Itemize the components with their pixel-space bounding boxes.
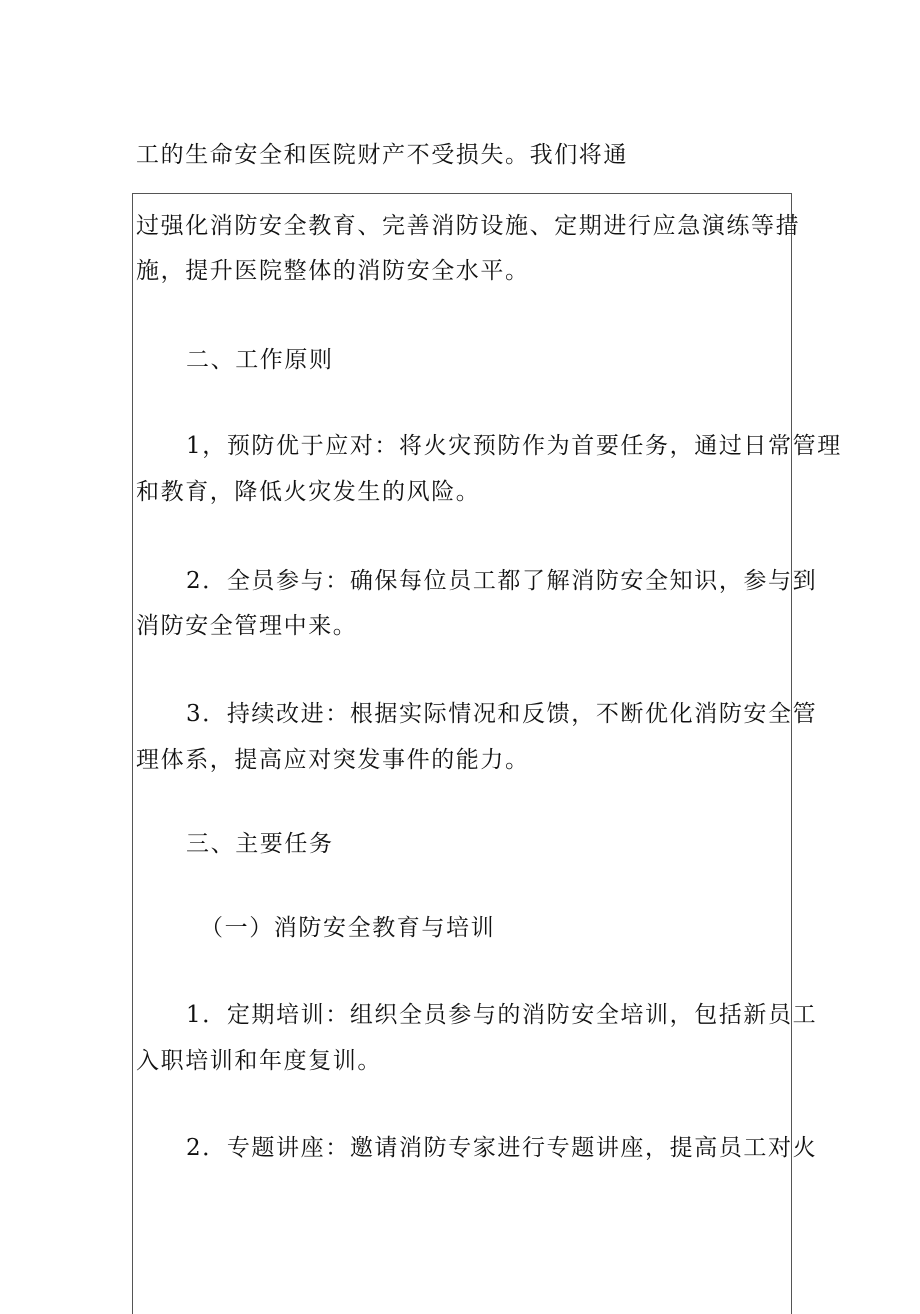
- principle-1-line-1: 1，预防优于应对：将火灾预防作为首要任务，通过日常管理: [186, 433, 842, 459]
- subsection-heading-education: （一）消防安全教育与培训: [200, 915, 496, 941]
- paragraph-1-line-2: 施，提升医院整体的消防安全水平。: [136, 258, 530, 284]
- task-1-line-1: 1．定期培训：组织全员参与的消防安全培训，包括新员工: [186, 1002, 818, 1028]
- section-heading-tasks: 三、主要任务: [186, 831, 334, 857]
- paragraph-1-line-1: 过强化消防安全教育、完善消防设施、定期进行应急演练等措: [136, 213, 801, 239]
- principle-3-line-2: 理体系，提高应对突发事件的能力。: [136, 747, 530, 773]
- principle-3-line-1: 3．持续改进：根据实际情况和反馈，不断优化消防安全管: [186, 701, 818, 727]
- task-1-line-2: 入职培训和年度复训。: [136, 1048, 382, 1074]
- principle-2-line-1: 2．全员参与：确保每位员工都了解消防安全知识，参与到: [186, 568, 818, 594]
- task-2-line-1: 2．专题讲座：邀请消防专家进行专题讲座，提高员工对火: [186, 1135, 818, 1161]
- principle-1-line-2: 和教育，降低火灾发生的风险。: [136, 479, 481, 505]
- section-heading-principles: 二、工作原则: [186, 347, 334, 373]
- lead-line: 工的生命安全和医院财产不受损失。我们将通: [136, 142, 628, 168]
- principle-2-line-2: 消防安全管理中来。: [136, 613, 358, 639]
